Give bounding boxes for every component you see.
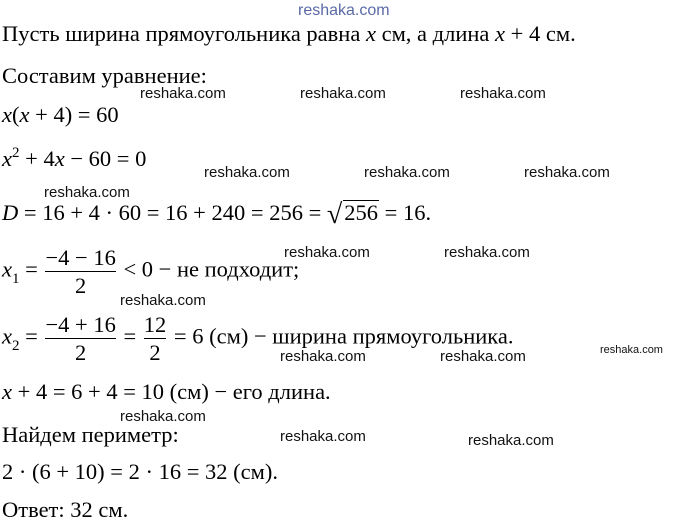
root-1 bbox=[2, 245, 299, 298]
numerator: 12 bbox=[143, 312, 167, 337]
watermark: reshaka.com bbox=[280, 428, 366, 445]
text: = bbox=[19, 323, 44, 349]
watermark: reshaka.com bbox=[120, 292, 206, 309]
equation-2 bbox=[2, 145, 146, 176]
variable: x bbox=[2, 256, 12, 282]
answer: Ответ: 32 см. bbox=[2, 497, 129, 522]
watermark: reshaka.com bbox=[444, 244, 530, 261]
text: Пусть ширина прямоугольника равна bbox=[2, 21, 366, 46]
text: = 6 (см) − ширина прямоугольника. bbox=[168, 323, 514, 349]
subscript: 2 bbox=[12, 337, 20, 354]
denominator: 2 bbox=[75, 273, 87, 298]
variable: x bbox=[2, 323, 12, 349]
text: < 0 − не подходит; bbox=[117, 256, 300, 282]
text: = bbox=[19, 256, 44, 282]
sqrt-sign: √ bbox=[326, 199, 343, 230]
denominator: 2 bbox=[75, 340, 87, 365]
length-calc bbox=[2, 378, 331, 406]
problem-statement bbox=[2, 20, 576, 48]
fraction bbox=[45, 245, 115, 298]
numerator: −4 + 16 bbox=[45, 312, 116, 337]
variable: x bbox=[54, 146, 65, 171]
text: см, а длина bbox=[375, 21, 496, 46]
equation-heading: Составим уравнение: bbox=[2, 63, 207, 88]
watermark: reshaka.com bbox=[468, 432, 554, 449]
watermark: reshaka.com bbox=[204, 164, 290, 181]
watermark: reshaka.com bbox=[280, 348, 366, 365]
watermark: reshaka.com bbox=[364, 164, 450, 181]
text: ( bbox=[12, 102, 20, 127]
watermark: reshaka.com bbox=[44, 184, 130, 201]
text: + 4) = 60 bbox=[29, 102, 119, 127]
text: = bbox=[117, 323, 142, 349]
text: + 4 = 6 + 4 = 10 (см) − его длина. bbox=[12, 379, 331, 404]
variable: x bbox=[2, 146, 12, 171]
text: = 16. bbox=[379, 200, 432, 225]
watermark: reshaka.com bbox=[440, 348, 526, 365]
text: + 4 bbox=[19, 146, 55, 171]
watermark: reshaka.com bbox=[120, 408, 206, 425]
watermark: reshaka.com bbox=[600, 344, 663, 356]
watermark: reshaka.com bbox=[300, 85, 386, 102]
variable: x bbox=[2, 379, 12, 404]
discriminant bbox=[2, 199, 432, 230]
variable: D bbox=[2, 200, 19, 225]
equation-1 bbox=[2, 101, 119, 129]
fraction bbox=[45, 312, 115, 365]
radicand: 256 bbox=[344, 200, 379, 225]
perimeter-heading: Найдем периметр: bbox=[2, 422, 179, 447]
root-2 bbox=[2, 312, 514, 365]
fraction bbox=[144, 312, 167, 365]
watermark: reshaka.com bbox=[460, 85, 546, 102]
subscript: 1 bbox=[12, 270, 20, 287]
watermark: reshaka.com bbox=[140, 85, 226, 102]
text: = 16 + 4 · 60 = 16 + 240 = 256 = bbox=[18, 200, 327, 225]
variable: x bbox=[495, 21, 506, 46]
watermark: reshaka.com bbox=[284, 244, 370, 261]
text: + 4 см. bbox=[505, 21, 576, 46]
variable: x bbox=[19, 102, 30, 127]
denominator: 2 bbox=[149, 340, 161, 365]
exponent: 2 bbox=[12, 145, 20, 161]
watermark: reshaka.com bbox=[524, 164, 610, 181]
perimeter-calc: 2 · (6 + 10) = 2 · 16 = 32 (см). bbox=[2, 459, 278, 484]
variable: x bbox=[365, 21, 376, 46]
numerator: −4 − 16 bbox=[45, 245, 116, 270]
variable: x bbox=[2, 102, 12, 127]
text: − 60 = 0 bbox=[64, 146, 147, 171]
watermark-top: reshaka.com bbox=[298, 2, 390, 19]
